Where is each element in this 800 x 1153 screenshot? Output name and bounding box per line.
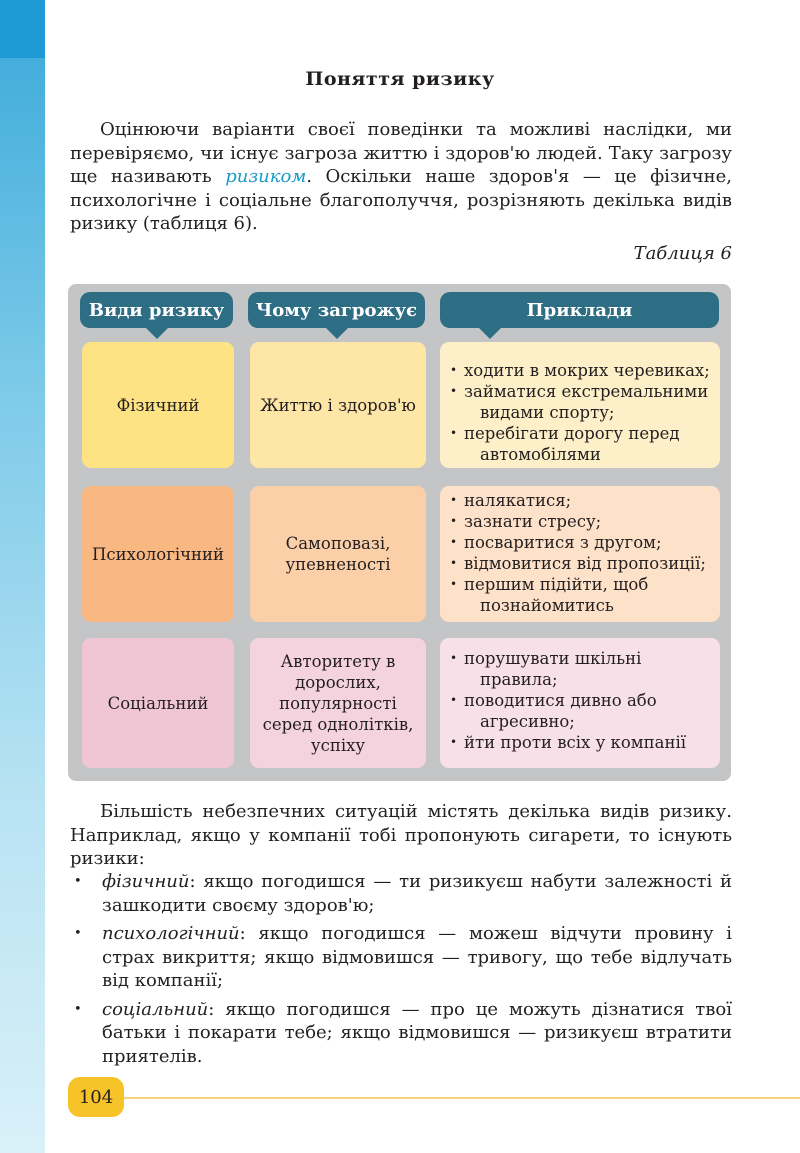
risk-table — [68, 284, 731, 781]
intro-paragraph — [70, 118, 732, 236]
cell-risk-type: Соціальний — [82, 638, 234, 768]
risk-term: фізичний — [102, 871, 190, 892]
example-item: • ходити в мокрих черевиках; — [450, 360, 712, 381]
example-item: • перебігати дорогу перед автомобілями — [450, 423, 712, 465]
intro-text-b: . Оскільки наше здоров'я — це фізичне, психологічне і соціальне благополуччя, розрізняють декілька видів ризику (таблиця 6). — [70, 166, 733, 234]
header-examples — [440, 292, 719, 328]
cell-examples — [440, 638, 720, 768]
example-item: • поводитися дивно або агресивно; — [450, 690, 712, 732]
example-item: • йти проти всіх у компанії — [450, 732, 712, 753]
example-item: • посваритися з другом; — [450, 532, 712, 553]
cell-threat — [250, 486, 426, 622]
body-paragraph: Більшість небезпечних ситуацій містять декілька видів ризику. Наприклад, якщо у компанії тобі пропонують сигарети, то існують ризики: — [70, 801, 732, 869]
threat-text: Самоповазі, упевненості — [285, 534, 391, 574]
header-pointer — [478, 327, 502, 339]
risk-term: соціальний — [102, 998, 209, 1020]
example-item: • зазнати стресу; — [450, 511, 712, 532]
left-decor-band-top — [0, 0, 45, 58]
cell-threat: Життю і здоров'ю — [250, 342, 426, 468]
risk-list-item — [70, 922, 732, 993]
header-threat — [248, 292, 425, 328]
cell-examples — [440, 486, 720, 622]
example-item: • першим підійти, щоб познайомитись — [450, 574, 712, 616]
risk-list-item — [70, 870, 732, 917]
example-item: • відмовитися від пропозиції; — [450, 553, 712, 574]
left-decor-band — [0, 0, 45, 1153]
section-heading: Поняття ризику — [305, 68, 495, 90]
risk-list — [70, 870, 732, 1073]
risk-text: : якщо погодишся — про це можуть дізнатися твої батьки і покарати тебе; якщо відмовишся — ризикуєш втратити приятелів. — [102, 998, 732, 1067]
header-pointer — [145, 327, 169, 339]
cell-risk-type: Психологічний — [82, 486, 234, 622]
risk-list-item — [70, 998, 732, 1069]
cell-threat — [250, 638, 426, 768]
table-caption: Таблиця 6 — [633, 243, 732, 264]
risk-text: : якщо погодишся — можеш відчути провину і страх викриття; якщо відмовишся — тривогу, що тебе відлучать від компанії; — [102, 923, 732, 991]
risk-text: : якщо погодишся — ти ризикуєш набути залежності й зашкодити своєму здоров'ю; — [102, 871, 732, 916]
header-label: Чому загрожує — [255, 299, 418, 321]
header-label: Приклади — [526, 299, 633, 321]
footer-divider — [110, 1097, 800, 1099]
example-item: • порушувати шкільні правила; — [450, 648, 712, 690]
header-risk-types — [80, 292, 233, 328]
highlighted-term: ризиком — [225, 166, 307, 187]
header-label: Види ризику — [88, 299, 225, 321]
example-item: • налякатися; — [450, 490, 712, 511]
intro-text-a: Оцінюючи варіанти своєї поведінки та можливі наслідки, ми перевіряємо, чи існує загроза життю і здоров'ю людей. Таку загрозу ще називають — [70, 119, 732, 187]
threat-text: Авторитету в дорослих, популярності серед однолітків, успіху — [262, 651, 414, 755]
cell-examples — [440, 342, 720, 468]
example-item: • займатися екстремальними видами спорту; — [450, 381, 712, 423]
page-number: 104 — [68, 1077, 124, 1117]
risk-term: психологічний — [102, 923, 240, 944]
header-pointer — [325, 327, 349, 339]
cell-risk-type: Фізичний — [82, 342, 234, 468]
